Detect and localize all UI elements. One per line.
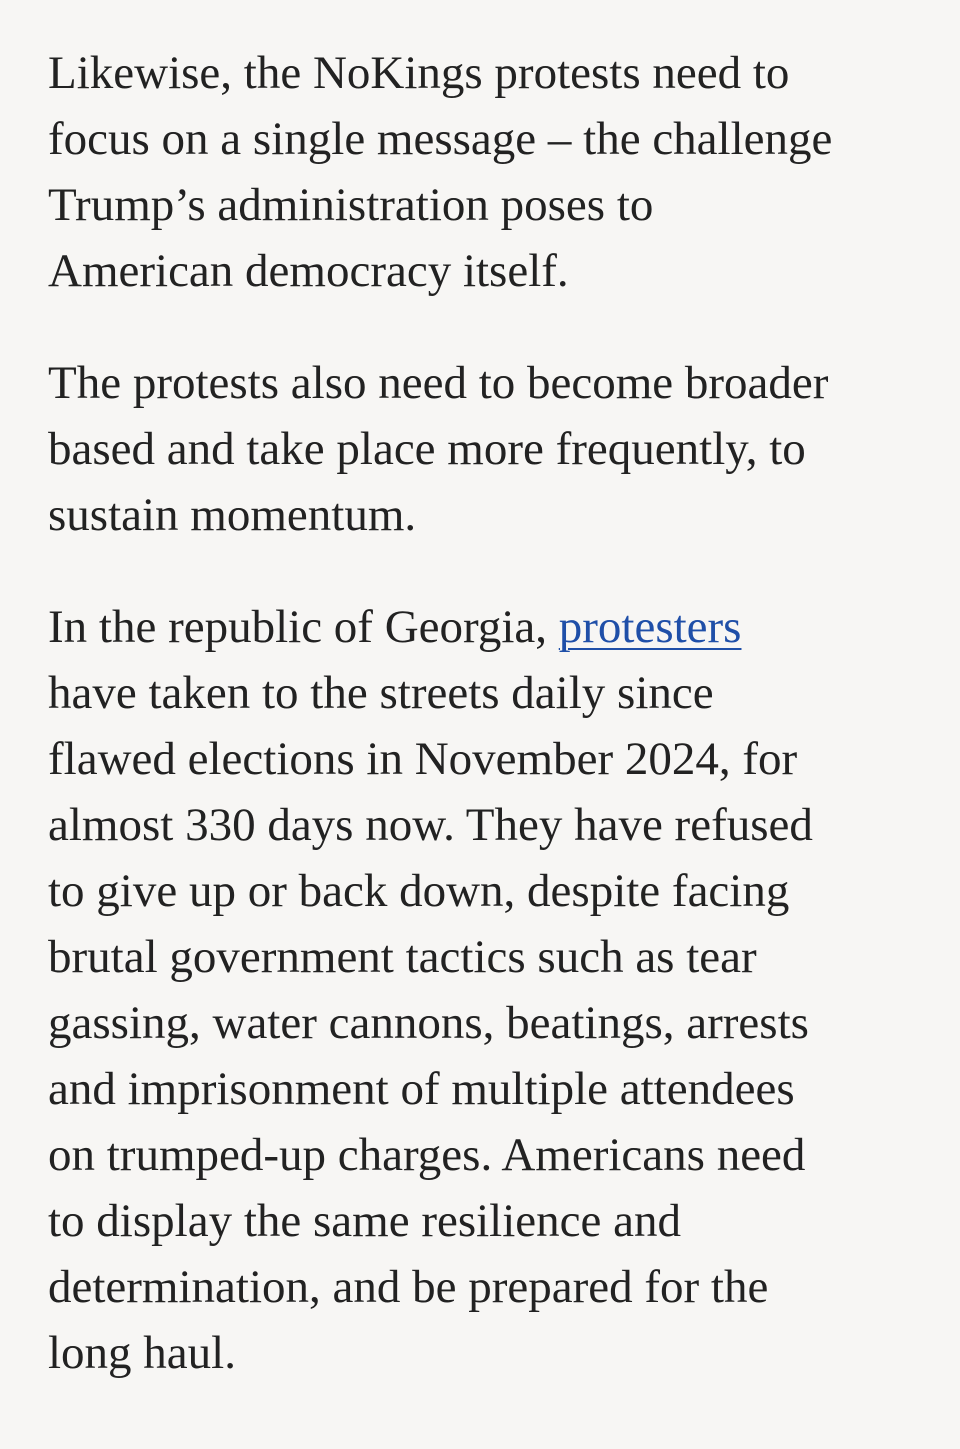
text-line: flawed elections in November 2024, for — [48, 733, 798, 785]
text-line: to display the same resilience and — [48, 1195, 681, 1247]
text-line: almost 330 days now. They have refused — [48, 799, 813, 851]
text-line: based and take place more frequently, to — [48, 423, 806, 475]
paragraph-broader-protests — [48, 350, 928, 548]
protesters-link[interactable]: protesters — [558, 601, 742, 653]
text-line: long haul. — [48, 1327, 236, 1379]
text-line: gassing, water cannons, beatings, arrests — [48, 997, 809, 1049]
article-body — [48, 40, 928, 1432]
text-line: and imprisonment of multiple attendees — [48, 1063, 795, 1115]
text-segment: In the republic of Georgia, — [48, 601, 559, 653]
text-line: determination, and be prepared for the — [48, 1261, 769, 1313]
text-line — [48, 594, 928, 660]
text-line: Trump’s administration poses to — [48, 179, 654, 231]
text-line: American democracy itself. — [48, 245, 569, 297]
text-line: sustain momentum. — [48, 489, 417, 541]
text-line: have taken to the streets daily since — [48, 667, 714, 719]
paragraph-georgia-protests — [48, 594, 928, 1386]
text-line: focus on a single message – the challenge — [48, 113, 833, 165]
text-line: on trumped-up charges. Americans need — [48, 1129, 806, 1181]
text-line: brutal government tactics such as tear — [48, 931, 757, 983]
paragraph-nokings-focus — [48, 40, 928, 304]
text-line: The protests also need to become broader — [48, 357, 829, 409]
text-line: Likewise, the NoKings protests need to — [48, 47, 790, 99]
text-line: to give up or back down, despite facing — [48, 865, 790, 917]
